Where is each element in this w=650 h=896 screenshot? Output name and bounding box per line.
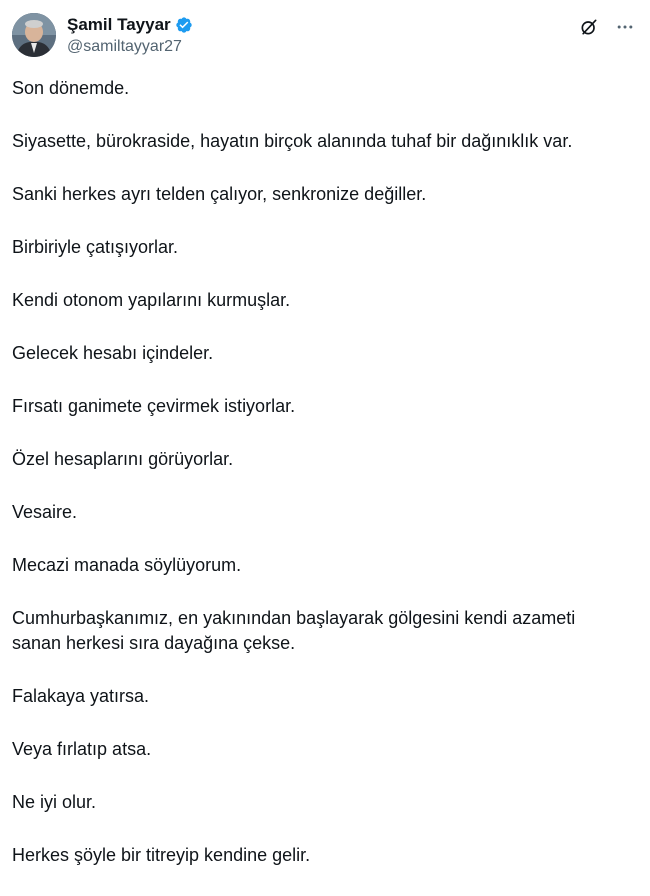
tweet-paragraph: Fırsatı ganimete çevirmek istiyorlar. <box>12 396 296 416</box>
header-actions <box>578 16 636 38</box>
display-name[interactable]: Şamil Tayyar <box>67 15 171 34</box>
tweet-paragraph: Sanki herkes ayrı telden çalıyor, senkronize değiller. <box>12 184 427 204</box>
tweet-paragraph: Birbiriyle çatışıyorlar. <box>12 237 179 257</box>
tweet-paragraph: Falakaya yatırsa. <box>12 686 150 706</box>
tweet-paragraph: Kendi otonom yapılarını kurmuşlar. <box>12 290 291 310</box>
tweet-paragraph: Son dönemde. <box>12 78 130 98</box>
grok-icon[interactable] <box>578 16 600 38</box>
avatar[interactable] <box>12 13 56 57</box>
verified-badge-icon <box>175 16 193 34</box>
user-handle[interactable]: @samiltayyar27 <box>67 38 182 55</box>
tweet-paragraph: Ne iyi olur. <box>12 792 97 812</box>
tweet-paragraph: Veya fırlatıp atsa. <box>12 739 152 759</box>
more-dots-icon[interactable] <box>614 16 636 38</box>
tweet-header <box>12 12 638 60</box>
avatar-image <box>12 13 56 57</box>
tweet-paragraph: Herkes şöyle bir titreyip kendine gelir. <box>12 845 311 865</box>
tweet-paragraph: Cumhurbaşkanımız, en yakınından başlayarak gölgesini kendi azameti sanan herkesi sıra dayağına çekse. <box>12 608 576 653</box>
tweet-text <box>12 76 638 896</box>
name-row <box>67 14 193 36</box>
tweet-paragraph: Siyasette, bürokraside, hayatın birçok alanında tuhaf bir dağınıklık var. <box>12 131 573 151</box>
user-info <box>67 14 193 58</box>
tweet-paragraph: Özel hesaplarını görüyorlar. <box>12 449 234 469</box>
tweet-paragraph: Gelecek hesabı içindeler. <box>12 343 214 363</box>
tweet-paragraph: Mecazi manada söylüyorum. <box>12 555 242 575</box>
tweet-paragraph: Vesaire. <box>12 502 78 522</box>
